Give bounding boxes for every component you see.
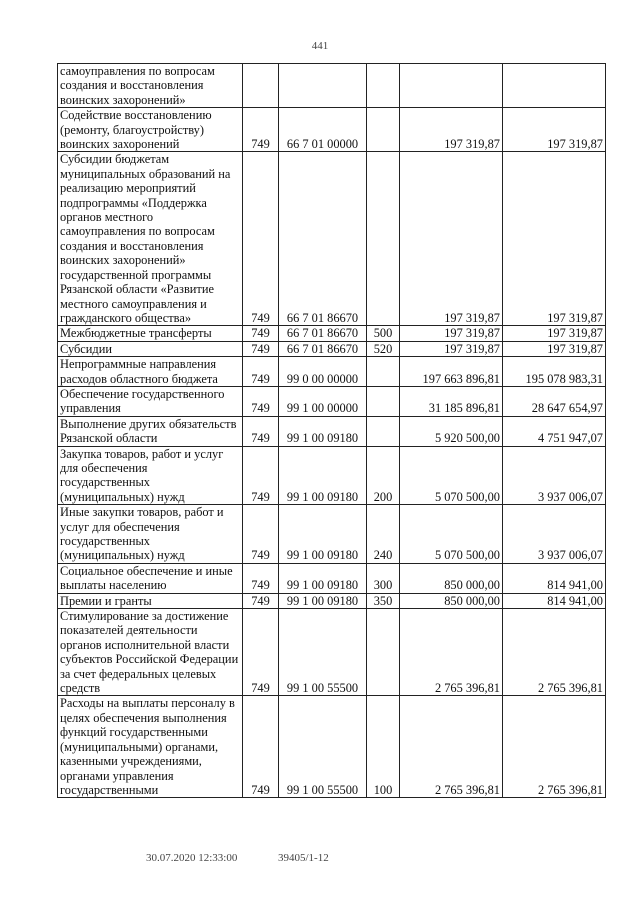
cell-code: 749 — [243, 696, 279, 798]
cell-name: Закупка товаров, работ и услуг для обеспечения государственных (муниципальных) нужд — [58, 446, 243, 505]
cell-csr: 66 7 01 00000 — [279, 108, 367, 152]
cell-code: 749 — [243, 341, 279, 356]
cell-name: Содействие восстановлению (ремонту, благоустройству) воинских захоронений — [58, 108, 243, 152]
cell-name: Обеспечение государственного управления — [58, 386, 243, 416]
cell-sum1: 197 319,87 — [400, 326, 503, 341]
cell-sum2: 814 941,00 — [503, 593, 606, 608]
cell-sum2: 197 319,87 — [503, 152, 606, 326]
cell-csr: 66 7 01 86670 — [279, 152, 367, 326]
cell-vr: 300 — [367, 563, 400, 593]
cell-name: Субсидии бюджетам муниципальных образований на реализацию мероприятий подпрограммы «Поддержка органов местного самоуправления по вопросам создания и восстановления воинских захоронений» государственной программы Рязанской области «Развитие местного самоуправления и гражданского общества» — [58, 152, 243, 326]
cell-vr — [367, 416, 400, 446]
cell-vr: 350 — [367, 593, 400, 608]
cell-sum2: 4 751 947,07 — [503, 416, 606, 446]
cell-sum1 — [400, 64, 503, 108]
cell-vr: 200 — [367, 446, 400, 505]
table-row — [58, 341, 606, 356]
table-row — [58, 416, 606, 446]
cell-code: 749 — [243, 593, 279, 608]
budget-table — [57, 63, 606, 798]
cell-name: Субсидии — [58, 341, 243, 356]
cell-sum1: 5 920 500,00 — [400, 416, 503, 446]
table-row — [58, 505, 606, 564]
cell-name: Расходы на выплаты персоналу в целях обеспечения выполнения функций государственными (муниципальными) органами, казенными учреждениями, органами управления государственными — [58, 696, 243, 798]
table-row — [58, 357, 606, 387]
table-row — [58, 326, 606, 341]
table-row — [58, 64, 606, 108]
cell-sum2: 197 319,87 — [503, 326, 606, 341]
cell-sum2: 814 941,00 — [503, 563, 606, 593]
cell-csr: 66 7 01 86670 — [279, 326, 367, 341]
cell-code — [243, 64, 279, 108]
page-number: 441 — [311, 40, 329, 52]
cell-vr: 500 — [367, 326, 400, 341]
cell-csr — [279, 64, 367, 108]
cell-name: Непрограммные направления расходов областного бюджета — [58, 357, 243, 387]
table-row — [58, 563, 606, 593]
cell-name: Социальное обеспечение и иные выплаты населению — [58, 563, 243, 593]
cell-code: 749 — [243, 357, 279, 387]
cell-code: 749 — [243, 326, 279, 341]
cell-sum1: 197 319,87 — [400, 152, 503, 326]
cell-code: 749 — [243, 386, 279, 416]
cell-sum2: 2 765 396,81 — [503, 696, 606, 798]
cell-name: Межбюджетные трансферты — [58, 326, 243, 341]
cell-name: самоуправления по вопросам создания и восстановления воинских захоронений» — [58, 64, 243, 108]
cell-name: Иные закупки товаров, работ и услуг для обеспечения государственных (муниципальных) нужд — [58, 505, 243, 564]
cell-code: 749 — [243, 609, 279, 696]
cell-vr — [367, 108, 400, 152]
table-row — [58, 446, 606, 505]
cell-code: 749 — [243, 108, 279, 152]
cell-sum1: 197 663 896,81 — [400, 357, 503, 387]
cell-name: Стимулирование за достижение показателей деятельности органов исполнительной власти субъектов Российской Федерации за счет федеральных целевых средств — [58, 609, 243, 696]
budget-table-body — [58, 64, 606, 798]
cell-sum2: 3 937 006,07 — [503, 505, 606, 564]
cell-sum2: 195 078 983,31 — [503, 357, 606, 387]
cell-sum1: 5 070 500,00 — [400, 505, 503, 564]
cell-csr: 99 0 00 00000 — [279, 357, 367, 387]
cell-vr — [367, 152, 400, 326]
cell-vr — [367, 609, 400, 696]
cell-sum1: 850 000,00 — [400, 563, 503, 593]
footer-datetime: 30.07.2020 12:33:00 — [146, 852, 238, 864]
table-row — [58, 152, 606, 326]
cell-vr — [367, 64, 400, 108]
cell-name: Выполнение других обязательств Рязанской области — [58, 416, 243, 446]
cell-sum1: 2 765 396,81 — [400, 609, 503, 696]
cell-vr: 240 — [367, 505, 400, 564]
cell-code: 749 — [243, 505, 279, 564]
cell-csr: 99 1 00 09180 — [279, 593, 367, 608]
cell-vr — [367, 357, 400, 387]
cell-vr — [367, 386, 400, 416]
cell-csr: 99 1 00 55500 — [279, 609, 367, 696]
cell-code: 749 — [243, 446, 279, 505]
cell-sum1: 5 070 500,00 — [400, 446, 503, 505]
table-row — [58, 108, 606, 152]
cell-sum1: 197 319,87 — [400, 108, 503, 152]
cell-sum2 — [503, 64, 606, 108]
cell-sum1: 197 319,87 — [400, 341, 503, 356]
cell-sum2: 3 937 006,07 — [503, 446, 606, 505]
cell-name: Премии и гранты — [58, 593, 243, 608]
cell-sum2: 197 319,87 — [503, 108, 606, 152]
cell-code: 749 — [243, 563, 279, 593]
cell-csr: 99 1 00 09180 — [279, 505, 367, 564]
cell-csr: 99 1 00 09180 — [279, 563, 367, 593]
cell-csr: 99 1 00 00000 — [279, 386, 367, 416]
cell-sum2: 197 319,87 — [503, 341, 606, 356]
cell-csr: 99 1 00 09180 — [279, 416, 367, 446]
cell-csr: 99 1 00 09180 — [279, 446, 367, 505]
cell-code: 749 — [243, 416, 279, 446]
cell-csr: 66 7 01 86670 — [279, 341, 367, 356]
cell-csr: 99 1 00 55500 — [279, 696, 367, 798]
footer-doc-id: 39405/1-12 — [278, 852, 329, 864]
table-row — [58, 696, 606, 798]
cell-sum1: 31 185 896,81 — [400, 386, 503, 416]
cell-sum1: 850 000,00 — [400, 593, 503, 608]
cell-sum1: 2 765 396,81 — [400, 696, 503, 798]
cell-vr: 100 — [367, 696, 400, 798]
table-row — [58, 593, 606, 608]
cell-sum2: 2 765 396,81 — [503, 609, 606, 696]
table-row — [58, 386, 606, 416]
cell-code: 749 — [243, 152, 279, 326]
table-row — [58, 609, 606, 696]
cell-sum2: 28 647 654,97 — [503, 386, 606, 416]
cell-vr: 520 — [367, 341, 400, 356]
